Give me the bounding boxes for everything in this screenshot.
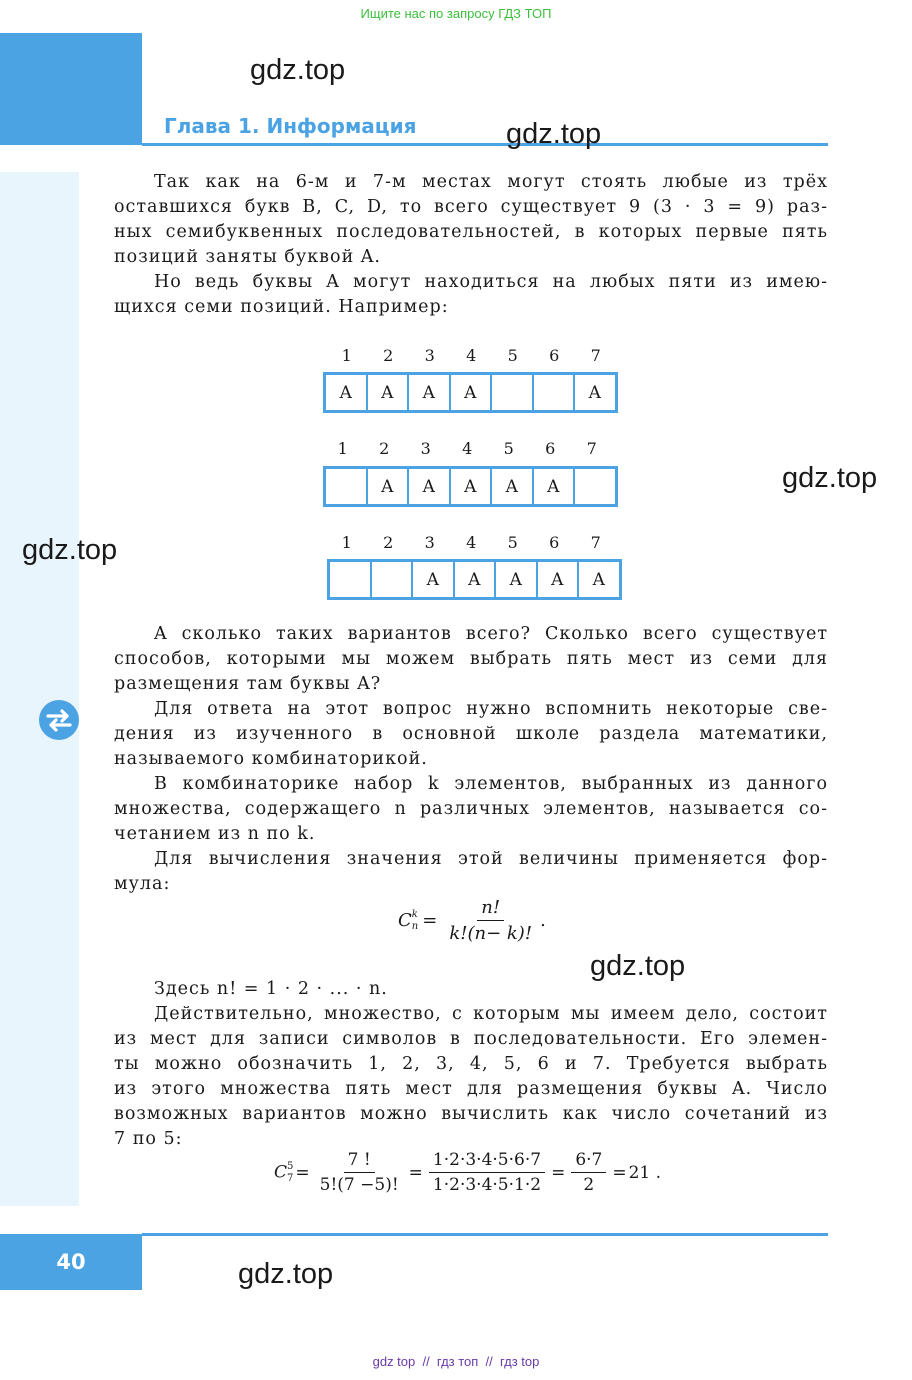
grid-cell <box>492 375 534 410</box>
text-line: дения из изученного в основной школе раздела математики, <box>114 724 828 744</box>
text-line: мула: <box>114 874 171 894</box>
position-numbers <box>326 533 617 552</box>
position-number: 2 <box>383 533 394 552</box>
position-number: 1 <box>341 533 352 552</box>
text-line: из этого множества пять мест для размещения буквы A. Число <box>114 1079 828 1099</box>
text-line: из мест для записи символов в последовательности. Его элемен- <box>114 1029 828 1049</box>
position-number: 6 <box>549 346 560 365</box>
grid-cell: A <box>492 469 534 504</box>
position-number: 6 <box>545 439 556 458</box>
grid-cell <box>326 469 368 504</box>
text-line: множества, содержащего n различных элементов, называется со- <box>114 799 828 819</box>
text-line: ных семибуквенных последовательностей, в которых первые пять <box>114 222 828 242</box>
text-line: щихся семи позиций. Например: <box>114 297 449 317</box>
grid-cell: A <box>326 375 368 410</box>
watermark: gdz.top <box>238 1258 334 1290</box>
text-line: Для вычисления значения этой величины применяется фор- <box>154 849 828 869</box>
letter-grid <box>323 466 618 507</box>
page-number: 40 <box>0 1234 142 1290</box>
position-number: 4 <box>466 533 477 552</box>
header-tab <box>0 33 142 145</box>
text-line: Для ответа на этот вопрос нужно вспомнить некоторые све- <box>154 699 828 719</box>
position-number: 5 <box>507 346 518 365</box>
text-line: Так как на 6-м и 7-м местах могут стоять любые из трёх <box>154 172 828 192</box>
watermark: gdz.top <box>782 462 878 494</box>
text-line: способов, которыми мы можем выбрать пять мест из семи для <box>114 649 828 669</box>
position-number: 3 <box>420 439 431 458</box>
text-line: ты можно обозначить 1, 2, 3, 4, 5, 6 и 7. Требуется выбрать <box>114 1054 828 1074</box>
calculation-formula: C 5 7 = $\frac{7 !}{5!(7 -5)!}$ = $\frac{1\cdot 2\cdot 3\cdot 4\cdot 5\cdot 6\cdot 7}{1\cdot 2\cdot 3\cdot 4\cdot 5\cdot 1\cdot 2}$ = $\frac{6\cdot 7}{2}$ = 21 . <box>274 1150 662 1195</box>
position-number: 1 <box>341 346 352 365</box>
grid-cell <box>534 375 576 410</box>
position-number: 1 <box>337 439 348 458</box>
formula-lhs: C 5 7 <box>274 1160 294 1184</box>
position-number: 5 <box>507 533 518 552</box>
header-divider <box>142 143 828 146</box>
text-line: В комбинаторике набор k элементов, выбранных из данного <box>154 774 828 794</box>
watermark: gdz.top <box>250 54 346 86</box>
position-numbers <box>326 346 617 365</box>
footer-links[interactable]: gdz top // гдз топ // гдз top <box>372 1354 540 1369</box>
formula-result: 21 . <box>628 1162 662 1183</box>
position-numbers <box>322 439 613 458</box>
grid-cell <box>372 562 414 597</box>
position-number: 7 <box>590 533 601 552</box>
text-line: Действительно, множество, с которым мы имеем дело, состоит <box>154 1004 828 1024</box>
position-number: 7 <box>590 346 601 365</box>
position-number: 5 <box>503 439 514 458</box>
letter-grid <box>323 372 618 413</box>
text-line: называемого комбинаторикой. <box>114 749 428 769</box>
text-line: оставшихся букв B, C, D, то всего существует 9 (3 · 3 = 9) раз- <box>114 197 828 217</box>
grid-cell: A <box>538 562 580 597</box>
left-margin-strip <box>0 172 79 1206</box>
text-line: Здесь n! = 1 · 2 · ... · n. <box>154 979 388 999</box>
paragraph-1 <box>114 170 828 320</box>
paragraph-3 <box>114 977 828 1152</box>
formula-fraction: $\frac{7 !}{5!(7 -5)!}$ <box>319 1150 399 1195</box>
text-line: размещения там буквы A? <box>114 674 382 694</box>
watermark: gdz.top <box>22 534 118 566</box>
grid-cell: A <box>496 562 538 597</box>
grid-cell <box>575 469 615 504</box>
grid-cell: A <box>451 375 493 410</box>
position-number: 2 <box>383 346 394 365</box>
position-number: 6 <box>549 533 560 552</box>
grid-cell: A <box>534 469 576 504</box>
grid-cell: A <box>455 562 497 597</box>
grid-cell: A <box>588 382 601 403</box>
formula-fraction: $\frac{1\cdot 2\cdot 3\cdot 4\cdot 5\cdot 6\cdot 7}{1\cdot 2\cdot 3\cdot 4\cdot 5\cdot 1\cdot 2}$ <box>429 1150 545 1195</box>
position-number: 3 <box>424 533 435 552</box>
grid-cell: A <box>409 375 451 410</box>
letter-grid <box>327 559 622 600</box>
grid-cell: A <box>451 469 493 504</box>
watermark: gdz.top <box>506 118 602 150</box>
footer-divider <box>142 1233 828 1236</box>
grid-cell: A <box>409 469 451 504</box>
watermark: gdz.top <box>590 950 686 982</box>
exchange-icon <box>39 700 79 740</box>
grid-cell: A <box>368 469 410 504</box>
position-number: 2 <box>379 439 390 458</box>
position-number: 3 <box>424 346 435 365</box>
position-number: 4 <box>462 439 473 458</box>
formula-lhs: C k n <box>398 908 419 932</box>
text-line: 7 по 5: <box>114 1129 183 1149</box>
formula-fraction: $\frac{n!}{k!(n- k)!}$ <box>449 897 533 944</box>
position-number: 7 <box>586 439 597 458</box>
top-banner[interactable]: Ищите нас по запросу ГДЗ ТОП <box>360 6 552 21</box>
grid-cell: A <box>368 375 410 410</box>
grid-cell: A <box>413 562 455 597</box>
combination-formula: C k n = $\frac{n!}{k!(n- k)!}$ . <box>398 897 546 944</box>
grid-cell <box>330 562 372 597</box>
text-line: A сколько таких вариантов всего? Сколько всего существует <box>154 624 828 644</box>
text-line: позиций заняты буквой A. <box>114 247 381 267</box>
position-number: 4 <box>466 346 477 365</box>
text-line: четанием из n по k. <box>114 824 316 844</box>
grid-cell: A <box>592 569 605 590</box>
formula-fraction: $\frac{6\cdot 7}{2}$ <box>571 1150 606 1195</box>
chapter-title: Глава 1. Информация <box>164 114 417 138</box>
text-line: возможных вариантов можно вычислить как число сочетаний из <box>114 1104 828 1124</box>
paragraph-2 <box>114 622 828 897</box>
text-line: Но ведь буквы A могут находиться на любых пяти из имею- <box>154 272 828 292</box>
